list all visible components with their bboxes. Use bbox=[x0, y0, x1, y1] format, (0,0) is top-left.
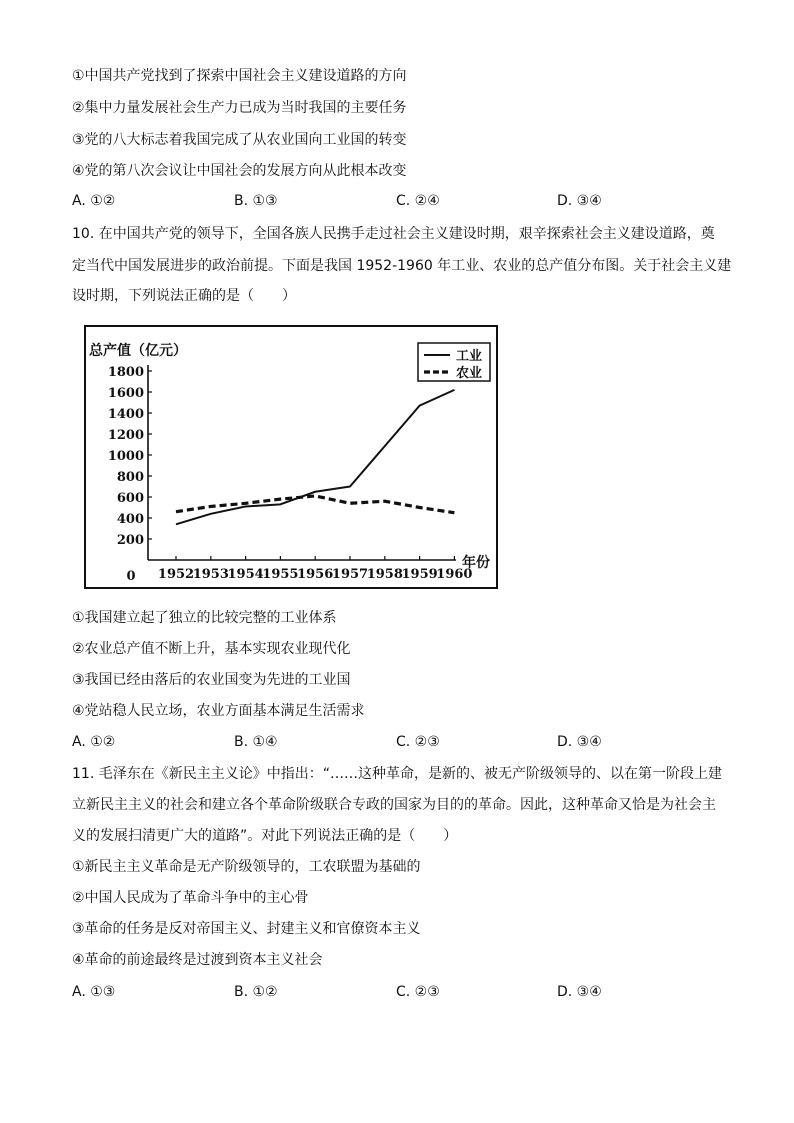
q10-stem-line-3: 设时期，下列说法正确的是（ ） bbox=[72, 288, 296, 304]
q9-option-c[interactable]: C. ②④ bbox=[396, 193, 440, 209]
q10-option-b[interactable]: B. ①④ bbox=[234, 734, 278, 750]
x-tick-label: 1960 bbox=[436, 567, 473, 582]
q11-statement-1: ①新民主主义革命是无产阶级领导的，工农联盟为基础的 bbox=[72, 859, 421, 875]
y-tick-label: 1200 bbox=[107, 428, 144, 443]
q11-option-d[interactable]: D. ③④ bbox=[557, 984, 602, 1000]
y-tick-label: 800 bbox=[116, 470, 144, 485]
x-tick-label: 1956 bbox=[297, 567, 334, 582]
legend-label-2: 农业 bbox=[456, 366, 483, 381]
q11-statement-3: ③革命的任务是反对帝国主义、封建主义和官僚资本主义 bbox=[72, 921, 421, 937]
x-tick-label: 1953 bbox=[192, 567, 229, 582]
x-tick-label: 1952 bbox=[157, 567, 195, 582]
q11-option-b[interactable]: B. ①② bbox=[234, 984, 278, 1000]
x-tick-label: 1955 bbox=[262, 567, 299, 582]
q10-stem-line-2: 定当代中国发展进步的政治前提。下面是我国 1952-1960 年工业、农业的总产值分布图。关于社会主义建 bbox=[72, 258, 732, 274]
q9-option-d[interactable]: D. ③④ bbox=[557, 193, 602, 209]
q10-statement-4: ④党站稳人民立场，农业方面基本满足生活需求 bbox=[72, 703, 365, 719]
y-tick-label: 1000 bbox=[107, 449, 144, 464]
y-tick-label: 200 bbox=[116, 533, 144, 548]
q10-stem-line-1: 10. 在中国共产党的领导下，全国各族人民携手走过社会主义建设时期，艰辛探索社会主义建设道路，奠 bbox=[72, 226, 715, 242]
q11-option-a[interactable]: A. ①③ bbox=[72, 984, 116, 1000]
y-tick-label: 1800 bbox=[107, 365, 144, 380]
q11-stem-line-2: 立新民主主义的社会和建立各个革命阶级联合专政的国家为目的的革命。因此，这种革命又恰是为社会主 bbox=[72, 797, 716, 813]
q9-statement-4: ④党的第八次会议让中国社会的发展方向从此根本改变 bbox=[72, 163, 407, 179]
q9-option-b[interactable]: B. ①③ bbox=[234, 193, 278, 209]
x-tick-label: 1954 bbox=[227, 567, 264, 582]
q9-statement-1: ①中国共产党找到了探索中国社会主义建设道路的方向 bbox=[72, 68, 407, 84]
q11-stem-line-3: 义的发展扫清更广大的道路”。对此下列说法正确的是（ ） bbox=[72, 828, 458, 844]
q10-option-a[interactable]: A. ①② bbox=[72, 734, 116, 750]
series-line-2 bbox=[176, 496, 454, 513]
q11-statement-4: ④革命的前途最终是过渡到资本主义社会 bbox=[72, 952, 323, 968]
y-tick-label: 0 bbox=[126, 569, 136, 584]
legend-label-1: 工业 bbox=[456, 349, 483, 364]
output-value-chart bbox=[84, 325, 498, 589]
y-tick-label: 600 bbox=[116, 491, 144, 506]
q10-statement-2: ②农业总产值不断上升，基本实现农业现代化 bbox=[72, 641, 351, 657]
q9-statement-3: ③党的八大标志着我国完成了从农业国向工业国的转变 bbox=[72, 132, 407, 148]
x-tick-label: 1959 bbox=[401, 567, 438, 582]
x-tick-label: 1958 bbox=[366, 567, 403, 582]
x-tick-label: 1957 bbox=[331, 567, 369, 582]
series-line-1 bbox=[176, 390, 454, 524]
q10-statement-3: ③我国已经由落后的农业国变为先进的工业国 bbox=[72, 672, 351, 688]
chart-svg bbox=[86, 327, 496, 587]
y-axis-label: 总产值（亿元） bbox=[89, 343, 187, 359]
y-tick-label: 400 bbox=[116, 512, 144, 527]
q9-option-a[interactable]: A. ①② bbox=[72, 193, 116, 209]
q10-option-c[interactable]: C. ②③ bbox=[396, 734, 440, 750]
y-tick-label: 1400 bbox=[107, 407, 144, 422]
q11-statement-2: ②中国人民成为了革命斗争中的主心骨 bbox=[72, 890, 309, 906]
q11-stem-line-1: 11. 毛泽东在《新民主主义论》中指出：“……这种革命，是新的、被无产阶级领导的、以在第一阶段上建 bbox=[72, 766, 722, 782]
q10-option-d[interactable]: D. ③④ bbox=[557, 734, 602, 750]
x-axis-label: 年份 bbox=[462, 555, 490, 571]
y-tick-label: 1600 bbox=[107, 386, 144, 401]
q10-statement-1: ①我国建立起了独立的比较完整的工业体系 bbox=[72, 610, 337, 626]
q9-statement-2: ②集中力量发展社会生产力已成为当时我国的主要任务 bbox=[72, 100, 407, 116]
q11-option-c[interactable]: C. ②③ bbox=[396, 984, 440, 1000]
